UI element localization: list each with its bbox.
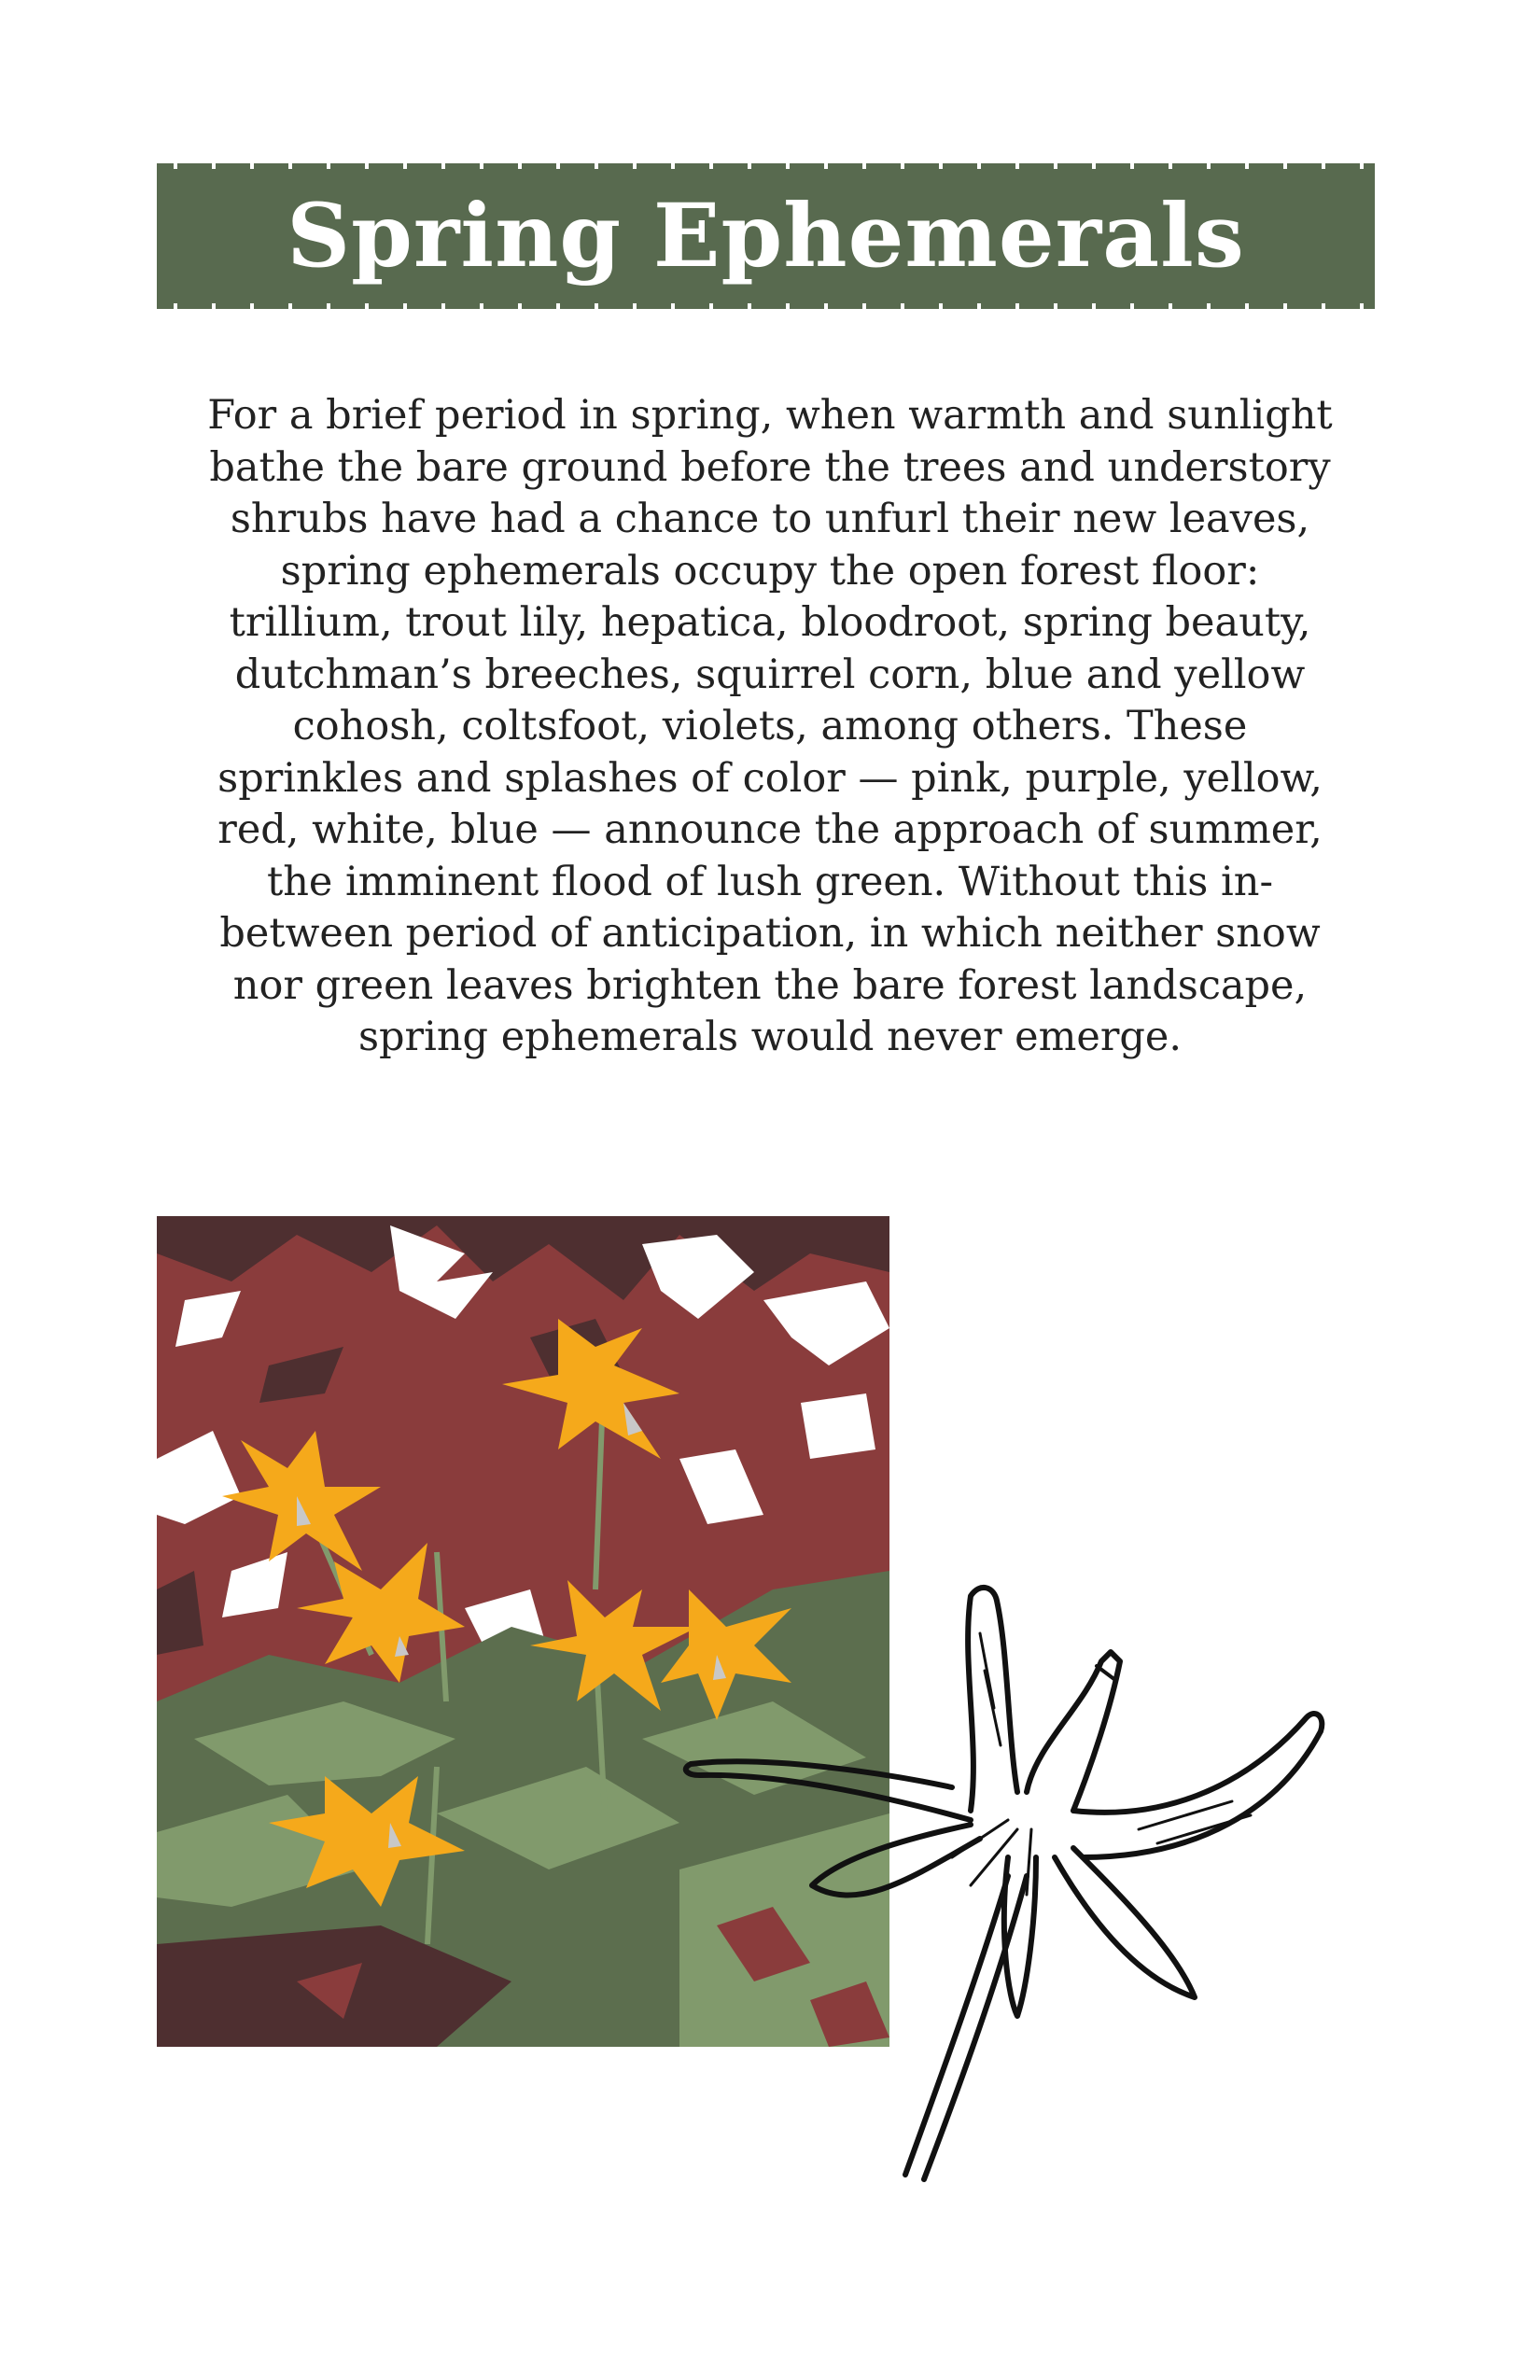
title-banner (157, 166, 1375, 306)
body-paragraph: For a brief period in spring, when warmth and sunlight bathe the bare ground before the trees and understory shrubs have had a chance to unfurl their new leaves, spring ephemerals occupy the open forest floor: trillium, trout lily, hepatica, bloodroot, spring beauty, dutchman’s breeches, squirrel corn, blue and yellow cohosh, coltsfoot, violets, among others. These sprinkles and splashes of color — pink, purple, yellow, red, white, blue — announce the approach of summer, the imminent flood of lush green. Without this in-between period of anticipation, in which neither snow nor green leaves brighten the bare forest landscape, spring ephemerals would never emerge. (207, 392, 1333, 1060)
page-title: Spring Ephemerals (287, 185, 1245, 287)
trout-lily-sketch (672, 1577, 1512, 2184)
